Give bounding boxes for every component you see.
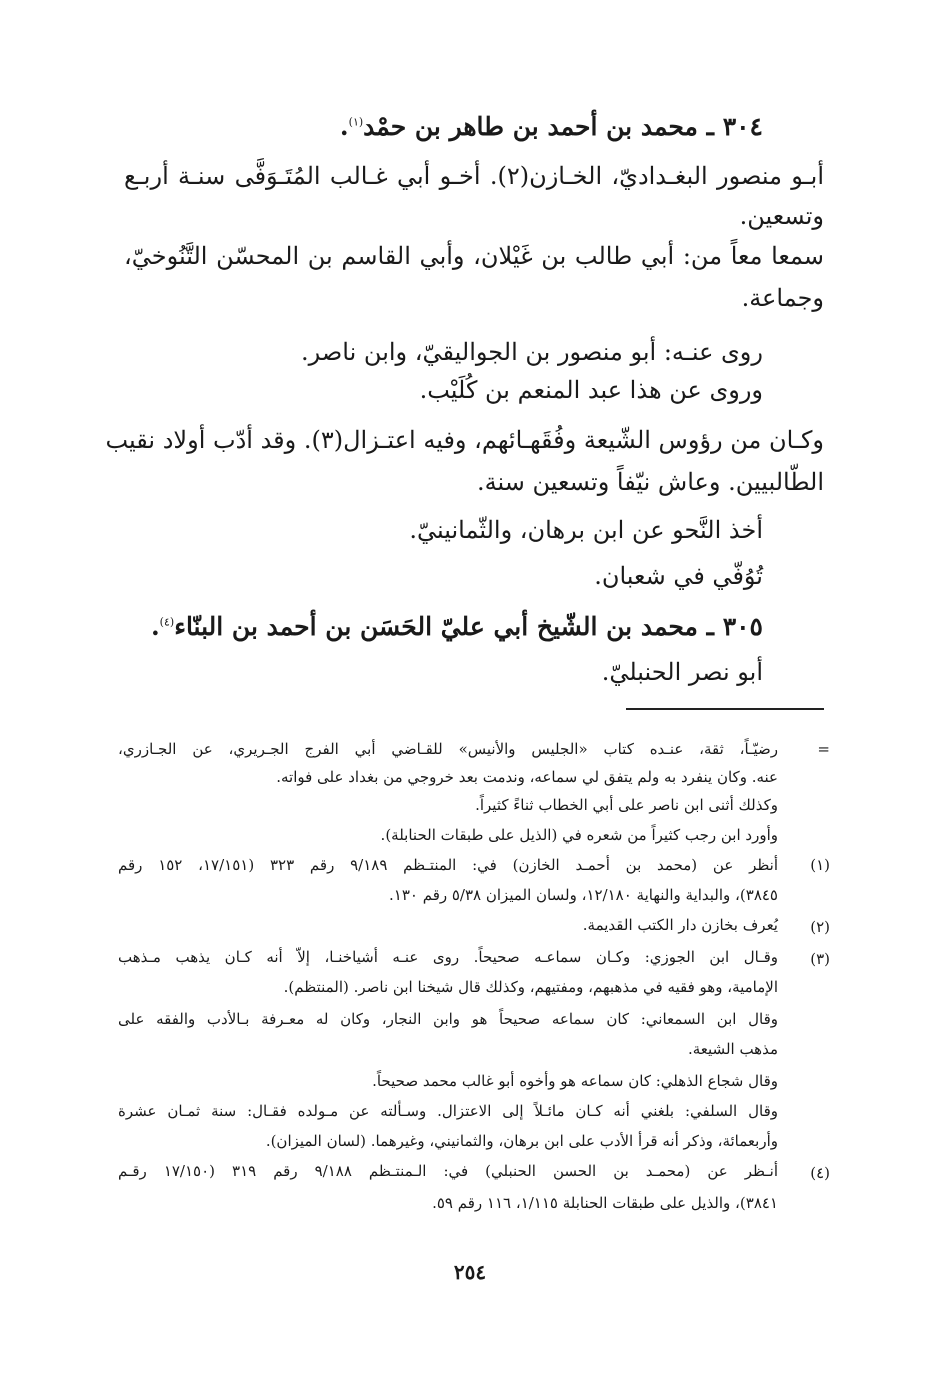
footnote-line: أنظر عن (محمد بن أحمـد الخازن) في: المنتـظم ٩/١٨٩ رقم ٣٢٣ (١٧/١٥١، ١٥٢ رقم (118, 856, 779, 874)
entry-number: ٣٠٥ (722, 612, 763, 641)
entry-title: محمد بن أحمد بن طاهر بن حمْد (363, 112, 698, 141)
footnote-line: مذهب الشيعة. (687, 1040, 778, 1058)
footnote-line: وقال السلفي: بلغني أنه كـان مائـلاً إلى الاعتزال. وسـألته عن مـولده فقـال: سنة ثمـان عشرة (118, 1102, 778, 1120)
footnote-continuation-mark: = (817, 740, 830, 758)
footnote-ref: (٤) (159, 615, 175, 629)
body-line: الطّالبيين. وعاش نيّفاً وتسعين سنة. (477, 468, 824, 496)
body-line: وكـان من رؤوس الشّيعة وفُقَهـائهم، وفيه اعتـزال(٣). وقد أدّب أولاد نقيب (105, 426, 824, 454)
body-line: أبو نصر الحنبليّ. (601, 658, 763, 686)
footnote-line: وقال شجاع الذهلي: كان سماعه هو وأخوه أبو غالب محمد صحيحاً. (372, 1072, 778, 1090)
footnote-line: الإمامية، وهو فقيه في مذهبهم، ومفتيهم، وكذلك قال شيخنا ابن ناصر. (المنتظم). (283, 978, 778, 996)
body-line: وتسعين. (739, 202, 824, 230)
footnote-line: أنـظر عن (محمـد بن الحسن الحنبلي) في: الـمنتـظم ٩/١٨٨ رقم ٣١٩ (١٧/١٥٠ رقـم (118, 1162, 779, 1180)
footnote-separator (626, 708, 824, 710)
entry-heading-305: ٣٠٥ ـ محمد بن الشّيخ أبي عليّ الحَسَن بن أحمد بن البنّاء$^{(٤)}$. (150, 612, 763, 641)
footnote-line: ٣٨٤٥)، والبداية والنهاية ١٢/١٨٠، ولسان الميزان ٥/٣٨ رقم ١٣٠. (388, 886, 778, 904)
body-line: وجماعة. (741, 284, 824, 312)
body-line: روى عنـه: أبو منصور بن الجواليقيّ، وابن ناصر. (301, 338, 763, 366)
footnote-line: وكذلك أثنى ابن ناصر على أبي الخطاب ثناءً كثيراً. (475, 796, 778, 814)
footnote-line: يُعرف بخازن دار الكتب القديمة. (582, 916, 778, 934)
entry-title: محمد بن الشّيخ أبي عليّ الحَسَن بن أحمد بن البنّاء (174, 612, 698, 641)
footnote-line: وقـال ابن الجوزي: وكـان سماعـه صحيحاً. روى عنـه أشياخنـا، إلاّ أنه كـان يذهب مـذهب (118, 948, 778, 966)
footnote-line: عنه. وكان ينفرد به ولم يتفق لي سماعه، وندمت بعد خروجي من بغداد على فواته. (276, 768, 778, 786)
body-line: أبـو منصور البغـداديّ، الخـازن(٢). أخـو أبي غـالب المُتَـوَفَّى سنـة أربـع (124, 162, 824, 190)
footnote-line: وقال ابن السمعاني: كان سماعه صحيحاً هو وابن النجار، وكان له معـرفة بـالأدب والفقه على (118, 1010, 778, 1028)
body-line: أخذ النَّحو عن ابن برهان، والثّمانينيّ. (409, 516, 763, 544)
footnote-number: (٣) (810, 950, 830, 968)
footnote-line: وأورد ابن رجب كثيراً من شعره في (الذيل على طبقات الحنابلة). (380, 826, 778, 844)
page-number: ٢٥٤ (453, 1260, 487, 1284)
footnote-ref: (١) (348, 115, 364, 129)
body-line: سمعا معاً من: أبي طالب بن غَيْلان، وأبي القاسم بن المحسّن التَّنُوخيّ، (124, 242, 824, 270)
footnote-number: (٢) (810, 918, 830, 936)
footnote-number: (١) (810, 856, 830, 874)
entry-heading-304: ٣٠٤ ـ محمد بن أحمد بن طاهر بن حمْد$^{(١)}$. (339, 112, 763, 141)
body-line: وروى عن هذا عبد المنعم بن كُلَيْب. (419, 376, 763, 404)
body-line: تُوُفّي في شعبان. (594, 562, 763, 590)
footnote-number: (٤) (810, 1164, 830, 1182)
footnote-line: وأربعمائة، وذكر أنه قرأ الأدب على ابن برهان، والثمانيني، وغيرهما. (لسان الميزان). (265, 1132, 778, 1150)
footnote-line: رضيّـاً، ثقة، عنـده كتاب «الجليس والأنيس» للقـاضي أبي الفرج الجـريري، عن الجـازري، (118, 740, 778, 758)
entry-number: ٣٠٤ (722, 112, 763, 141)
footnote-line: ٣٨٤١)، والذيل على طبقات الحنابلة ١/١١٥، ١١٦ رقم ٥٩. (432, 1194, 778, 1212)
